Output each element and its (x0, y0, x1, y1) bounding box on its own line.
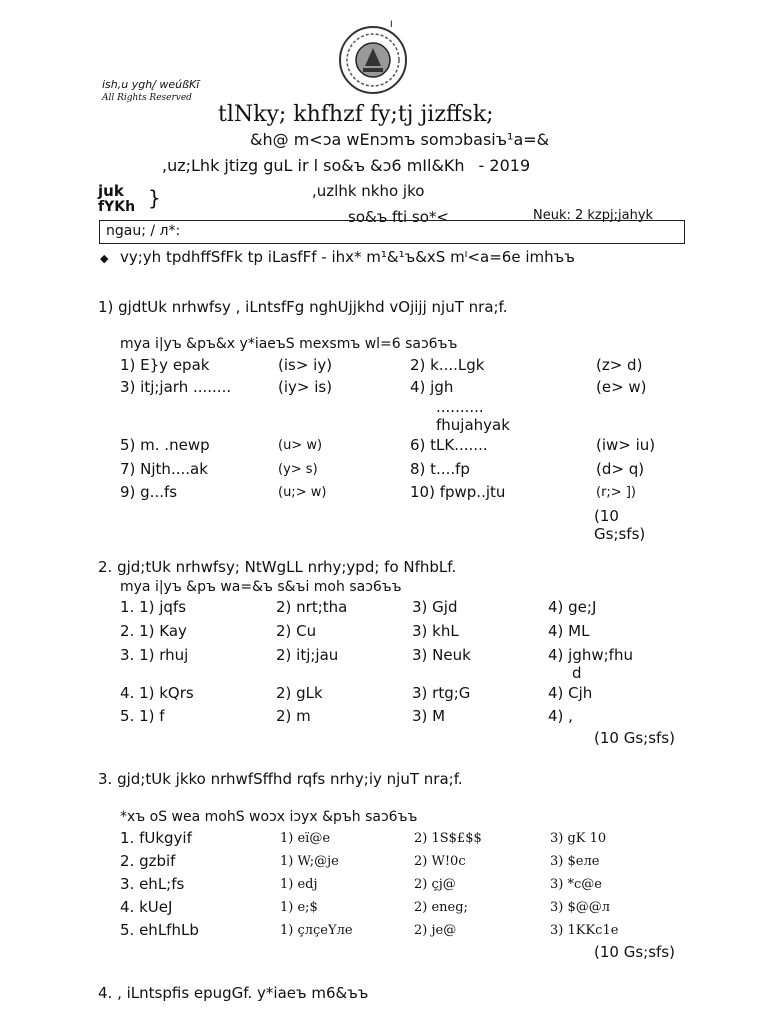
q1-item-10-choice: (r;> ]) (596, 485, 636, 500)
q1-item-1: 1) E}y epak (120, 356, 210, 374)
q2-row-5-opt-3: 3) M (412, 707, 446, 725)
time-allowed: Neuk: 2 kzpj;jahyk (533, 208, 654, 223)
q1-item-8: 8) t....fp (410, 460, 470, 478)
q2-row-4-opt-2: 2) gLk (276, 684, 323, 702)
q2-row-3-opt-4-cont: d (572, 664, 582, 682)
q1-heading: 1) gjdtUk nrhwfsy , iLntsfFg nghUjjkhd vOjijj njuT nra;f. (98, 298, 508, 316)
q3-heading: 3. gjd;tUk jkko nrhwfSffhd rqfs nrhy;iy njuT nra;f. (98, 770, 463, 788)
exam-year: - 2019 (478, 156, 531, 175)
q2-row-3-opt-1: 3. 1) rhuj (120, 646, 189, 664)
q3-row-5-opt-2: 2) je@ (414, 923, 457, 938)
q1-item-7: 7) Njth....ak (120, 460, 208, 478)
q1-item-9: 9) g...fs (120, 483, 178, 501)
q3-row-1-opt-1: 1) eï@e (280, 831, 331, 846)
part-label: fYKh (98, 199, 136, 215)
q1-item-5-choice: (u> w) (278, 438, 323, 453)
q1-item-3-choice: (iy> is) (278, 378, 333, 396)
q2-heading: 2. gjd;tUk nrhwfsy; NtWgLL nrhy;ypd; fo NfhbLf. (98, 558, 457, 576)
q1-item-6-choice: (iw> iu) (596, 436, 656, 454)
q3-row-1-opt-3: 3) gK 10 (550, 831, 607, 846)
emblem-icon (335, 22, 411, 98)
exam-name-line (162, 156, 530, 175)
subject-label: ,uzlhk nkho jko (312, 182, 425, 200)
q2-row-2-opt-2: 2) Cu (276, 622, 317, 640)
q1-item-4-dots: .......... (436, 398, 484, 416)
copyright-line: ish,u ygh/̨ weúßKī (102, 78, 200, 91)
q2-row-3-opt-2: 2) itj;jau (276, 646, 339, 664)
q1-item-7-choice: (y> s) (278, 462, 318, 477)
q2-row-5-opt-2: 2) m (276, 707, 311, 725)
instructions (100, 248, 700, 268)
q1-item-10: 10) fpwp..jtu (410, 483, 506, 501)
q3-row-5-word: 5. ehLfhLb (120, 921, 199, 939)
exam-subtitle: &h@ m<ɔa wEnɔmъ somɔbasiъ¹a=& (250, 130, 550, 149)
q2-row-5-opt-1: 5. 1) f (120, 707, 165, 725)
q1-marks-unit: Gs;sfs) (594, 525, 646, 543)
q1-item-4-choice: (e> w) (596, 378, 647, 396)
q1-item-2: 2) k....Lgk (410, 356, 485, 374)
q2-row-4-opt-1: 4. 1) kQrs (120, 684, 194, 702)
q2-row-5-opt-4: 4) , (548, 707, 573, 725)
q3-row-3-opt-3: 3) *c@e (550, 877, 602, 892)
q2-row-3-opt-3: 3) Neuk (412, 646, 471, 664)
q3-row-4-opt-2: 2) eneg; (414, 900, 468, 915)
q1-item-2-choice: (z> d) (596, 356, 643, 374)
exam-name: ,uz;Lhk jtizg guL ir l so&ъ &ɔ6 mIl&Kh (162, 156, 465, 175)
q3-row-1-word: 1. fUkgyif (120, 829, 192, 847)
q2-row-2-opt-4: 4) ML (548, 622, 590, 640)
q2-row-1-opt-2: 2) nrt;tha (276, 598, 348, 616)
q1-item-4: 4) jgh (410, 378, 454, 396)
q2-row-1-opt-3: 3) Gjd (412, 598, 458, 616)
q2-row-4-opt-4: 4) Cjh (548, 684, 593, 702)
brace-mark: } (148, 186, 161, 210)
q3-row-2-opt-2: 2) W!0c (414, 854, 466, 869)
grade-label: juk (98, 182, 124, 200)
q2-row-2-opt-1: 2. 1) Kay (120, 622, 187, 640)
q3-row-4-word: 4. kUeJ (120, 898, 173, 916)
q2-row-1-opt-1: 1. 1) jqfs (120, 598, 187, 616)
q3-row-1-opt-2: 2) 1S$£$$ (414, 831, 482, 846)
q1-item-3: 3) itj;jarh ........ (120, 378, 232, 396)
q3-marks: (10 Gs;sfs) (594, 943, 675, 961)
subject-label-sinhala: so&ъ fti so*< (348, 208, 449, 226)
all-rights-reserved: All Rights Reserved (102, 93, 192, 103)
q3-row-5-opt-3: 3) 1KKc1e (550, 923, 619, 938)
instructions-text: vy;yh tpdhffSfFk tp iLasfFf - ihx* m¹&¹ъ&xS mᴵ<a=6e imhъъ (120, 248, 575, 266)
q3-row-4-opt-3: 3) $@@л (550, 900, 611, 915)
q1-item-1-choice: (is> iy) (278, 356, 333, 374)
q1-marks: (10 (594, 507, 619, 525)
diamond-bullet-icon: ◆ (100, 252, 109, 265)
q3-row-4-opt-1: 1) e;$ (280, 900, 318, 915)
q2-row-4-opt-3: 3) rtg;G (412, 684, 471, 702)
q2-row-1-opt-4: 4) ge;J (548, 598, 597, 616)
q3-row-3-word: 3. ehL;fs (120, 875, 185, 893)
q2-subheading: mya i|yъ &pъ wa=&ъ s&ъi moh saɔ6ъъ (120, 579, 402, 595)
q3-row-5-opt-1: 1) çлçeYле (280, 923, 353, 938)
q3-row-3-opt-2: 2) çj@ (414, 877, 456, 892)
q4-heading: 4. , iLntspfis epugGf. y*iaeъ m6&ъъ (98, 984, 369, 1002)
q3-row-3-opt-1: 1) edj (280, 877, 318, 892)
q3-subheading: *xъ oS wea mohЅ woɔx iɔyx &pъh saɔ6ъъ (120, 809, 418, 825)
q1-item-8-choice: (d> q) (596, 460, 645, 478)
exam-title: tlNky; khfhzf fy;tj jizffsk; (218, 102, 494, 127)
name-box[interactable] (99, 220, 685, 244)
q1-item-5: 5) m. .newp (120, 436, 210, 454)
page-tick-mark: I (390, 20, 393, 30)
q3-row-2-opt-3: 3) $eле (550, 854, 600, 869)
q1-item-6: 6) tLK....... (410, 436, 488, 454)
name-label: ngau; / л*: (106, 223, 181, 239)
q1-item-4-word: fhujahyak (436, 416, 510, 434)
q3-row-2-word: 2. gzbif (120, 852, 176, 870)
q2-row-2-opt-3: 3) khL (412, 622, 459, 640)
q1-subheading: mya i|yъ &pъ&x y*iaeъS mexsmъ wl=6 saɔ6ъъ (120, 336, 458, 352)
q2-row-3-opt-4: 4) jghw;fhu (548, 646, 633, 664)
q3-row-2-opt-1: 1) W;@je (280, 854, 339, 869)
q2-marks: (10 Gs;sfs) (594, 729, 675, 747)
q1-item-9-choice: (u;> w) (278, 485, 327, 500)
